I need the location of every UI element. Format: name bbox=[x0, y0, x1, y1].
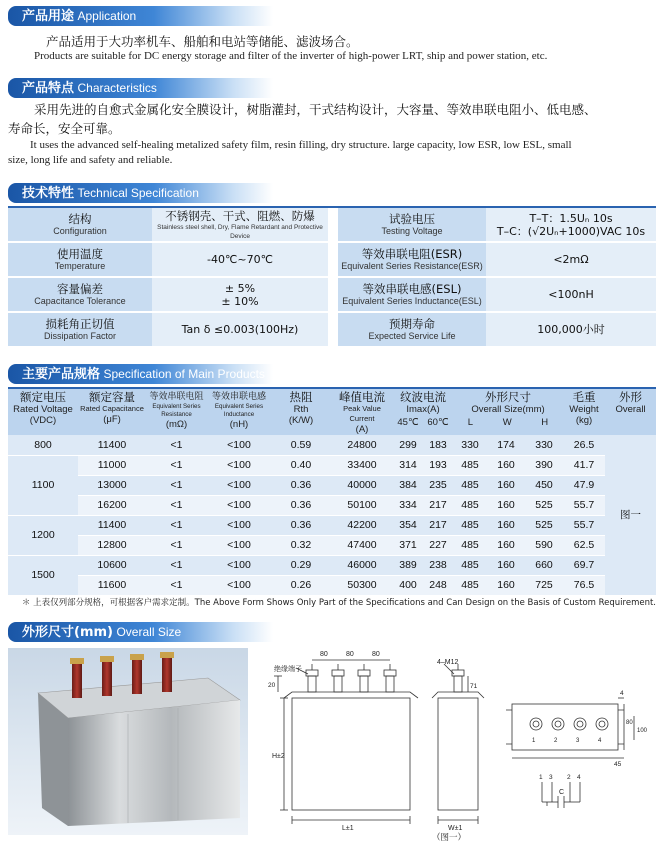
products-title-en: Specification of Main Products bbox=[103, 367, 265, 381]
table-cell: <100 bbox=[207, 435, 271, 455]
tech-label-zh: 等效串联电感(ESL) bbox=[362, 282, 462, 296]
voltage-cell: 1500 bbox=[8, 555, 78, 595]
tech-label-en: Dissipation Factor bbox=[43, 331, 117, 341]
tech-value: 100,000小时 bbox=[537, 323, 605, 336]
table-cell: 55.7 bbox=[563, 515, 605, 535]
label-80c: 80 bbox=[372, 651, 380, 658]
characteristics-text-zh-1: 采用先进的自愈式金属化安全膜设计，树脂灌封，干式结构设计，大容量、等效串联电阻小、低电感、 bbox=[34, 102, 597, 117]
tech-value: <2mΩ bbox=[553, 253, 589, 266]
table-cell: 0.29 bbox=[271, 555, 331, 575]
tech-label-temperature bbox=[8, 243, 152, 278]
label-80v: 80 bbox=[626, 720, 633, 726]
application-title-zh: 产品用途 bbox=[22, 9, 75, 24]
table-row bbox=[8, 435, 656, 455]
table-cell: 174 bbox=[487, 435, 525, 455]
table-cell: <100 bbox=[207, 575, 271, 595]
table-cell: 390 bbox=[525, 455, 563, 475]
table-cell: <100 bbox=[207, 555, 271, 575]
voltage-cell: 1200 bbox=[8, 515, 78, 555]
capacitor-photo-illustration bbox=[8, 648, 248, 835]
circuit-c: C bbox=[559, 789, 565, 796]
table-cell: 160 bbox=[487, 555, 525, 575]
circuit-3: 3 bbox=[549, 774, 553, 781]
tech-value: Tan δ ≤0.003(100Hz) bbox=[181, 323, 299, 336]
tech-label-dissipation bbox=[8, 313, 152, 348]
table-cell: 11400 bbox=[78, 515, 146, 535]
circuit-2: 2 bbox=[567, 774, 571, 781]
table-cell: 33400 bbox=[331, 455, 393, 475]
products-table bbox=[8, 387, 656, 596]
tech-value: <100nH bbox=[548, 288, 594, 301]
tech-label-esl bbox=[338, 278, 486, 313]
table-cell: 160 bbox=[487, 515, 525, 535]
table-cell: 160 bbox=[487, 575, 525, 595]
table-row bbox=[8, 495, 656, 515]
tech-label-zh: 试验电压 bbox=[389, 212, 435, 226]
tech-value-configuration bbox=[152, 208, 328, 243]
table-row bbox=[8, 475, 656, 495]
table-cell: 16200 bbox=[78, 495, 146, 515]
table-cell: 384 bbox=[393, 475, 423, 495]
table-cell: 450 bbox=[525, 475, 563, 495]
table-row bbox=[8, 575, 656, 595]
table-cell: <1 bbox=[146, 435, 207, 455]
table-cell: 0.59 bbox=[271, 435, 331, 455]
voltage-cell: 800 bbox=[8, 435, 78, 455]
header-rth: 热阻 Rth (K/W) bbox=[271, 389, 331, 435]
circuit-4: 4 bbox=[577, 774, 581, 781]
table-cell: 485 bbox=[453, 575, 487, 595]
table-cell: <1 bbox=[146, 455, 207, 475]
characteristics-title-zh: 产品特点 bbox=[22, 81, 75, 96]
table-cell: 330 bbox=[525, 435, 563, 455]
table-cell: <100 bbox=[207, 495, 271, 515]
tech-label-zh: 结构 bbox=[68, 212, 92, 226]
label-h: H±2 bbox=[272, 753, 285, 760]
tech-value-temperature bbox=[152, 243, 328, 278]
table-row bbox=[8, 455, 656, 475]
table-cell: 354 bbox=[393, 515, 423, 535]
label-80b: 80 bbox=[346, 651, 354, 658]
header-esr: 等效串联电阻 Equivalent Series Resistance (mΩ) bbox=[146, 389, 207, 435]
table-cell: <100 bbox=[207, 535, 271, 555]
table-row bbox=[8, 535, 656, 555]
tech-banner bbox=[8, 183, 273, 203]
product-photo bbox=[8, 648, 248, 835]
table-cell: <1 bbox=[146, 515, 207, 535]
tech-label-zh: 预期寿命 bbox=[389, 317, 435, 331]
tech-title-en: Technical Specification bbox=[77, 186, 199, 200]
label-l: L±1 bbox=[342, 825, 354, 832]
terminal-2: 2 bbox=[554, 738, 558, 744]
overall-size-banner bbox=[8, 622, 273, 642]
header-overall: 外形 Overall bbox=[605, 389, 656, 435]
label-m12: 4–M12 bbox=[437, 659, 459, 666]
table-cell: 160 bbox=[487, 475, 525, 495]
table-row bbox=[8, 555, 656, 575]
table-cell: 47400 bbox=[331, 535, 393, 555]
tech-value-tolerance bbox=[152, 278, 328, 313]
table-cell: 12800 bbox=[78, 535, 146, 555]
figure-cell: 图一 bbox=[605, 435, 656, 595]
application-text-zh: 产品适用于大功率机车、船舶和电站等储能、滤波场合。 bbox=[46, 34, 359, 49]
label-4: 4 bbox=[620, 690, 624, 697]
table-cell: 660 bbox=[525, 555, 563, 575]
table-cell: 0.36 bbox=[271, 515, 331, 535]
table-cell: <100 bbox=[207, 475, 271, 495]
tech-label-en: Configuration bbox=[53, 226, 107, 236]
table-cell: 485 bbox=[453, 555, 487, 575]
table-cell: 183 bbox=[423, 435, 453, 455]
tech-value: T–C：(√2Uₙ+1000)VAC 10s bbox=[496, 224, 646, 238]
table-cell: 50100 bbox=[331, 495, 393, 515]
table-cell: 334 bbox=[393, 495, 423, 515]
table-cell: 160 bbox=[487, 495, 525, 515]
table-cell: 47.9 bbox=[563, 475, 605, 495]
tech-value-en: Stainless steel shell, Dry, Flame Retardant and Protective Device bbox=[157, 223, 323, 240]
tech-label-en: Capacitance Tolerance bbox=[34, 296, 126, 306]
table-cell: 0.36 bbox=[271, 475, 331, 495]
tech-label-zh: 损耗角正切值 bbox=[45, 317, 115, 331]
table-cell: <1 bbox=[146, 535, 207, 555]
label-100: 100 bbox=[637, 728, 648, 734]
tech-value-testing-voltage bbox=[486, 208, 656, 243]
header-voltage: 额定电压 Rated Voltage (VDC) bbox=[8, 389, 78, 435]
tech-label-configuration bbox=[8, 208, 152, 243]
table-cell: 485 bbox=[453, 515, 487, 535]
table-cell: 24800 bbox=[331, 435, 393, 455]
tech-label-en: Temperature bbox=[54, 261, 106, 271]
table-cell: 217 bbox=[423, 515, 453, 535]
table-cell: 46000 bbox=[331, 555, 393, 575]
tech-value-esr bbox=[486, 243, 656, 278]
table-cell: 217 bbox=[423, 495, 453, 515]
front-view-drawing bbox=[274, 660, 418, 824]
table-cell: 248 bbox=[423, 575, 453, 595]
application-banner bbox=[8, 6, 273, 26]
tech-value: -40℃~70℃ bbox=[207, 253, 273, 266]
voltage-cell: 1100 bbox=[8, 455, 78, 515]
header-ripple-60: 60℃ bbox=[427, 417, 449, 428]
circuit-1: 1 bbox=[539, 774, 543, 781]
table-cell: 525 bbox=[525, 495, 563, 515]
table-cell: 314 bbox=[393, 455, 423, 475]
table-cell: 485 bbox=[453, 475, 487, 495]
table-cell: <1 bbox=[146, 575, 207, 595]
table-cell: 0.36 bbox=[271, 495, 331, 515]
table-cell: 69.7 bbox=[563, 555, 605, 575]
table-cell: <1 bbox=[146, 475, 207, 495]
tech-value: T–T：1.5Uₙ 10s bbox=[529, 211, 613, 225]
table-cell: 42200 bbox=[331, 515, 393, 535]
overall-size-title-en: Overall Size bbox=[116, 625, 182, 639]
header-ripple-45: 45℃ bbox=[397, 417, 419, 428]
table-cell: <1 bbox=[146, 495, 207, 515]
products-banner bbox=[8, 364, 273, 384]
table-cell: 389 bbox=[393, 555, 423, 575]
table-cell: 330 bbox=[453, 435, 487, 455]
header-size-l: L bbox=[467, 417, 474, 428]
label-80a: 80 bbox=[320, 651, 328, 658]
table-cell: 160 bbox=[487, 455, 525, 475]
table-cell: 0.32 bbox=[271, 535, 331, 555]
header-weight: 毛重 Weight (kg) bbox=[563, 389, 605, 435]
tech-value-esl bbox=[486, 278, 656, 313]
table-cell: 485 bbox=[453, 495, 487, 515]
tech-value: ± 10% bbox=[221, 294, 259, 308]
header-esl: 等效串联电感 Equivalent Series Inductance (nH) bbox=[207, 389, 271, 435]
characteristics-title-en: Characteristics bbox=[77, 81, 157, 95]
header-size-w: W bbox=[502, 417, 512, 428]
characteristics-text-zh-2: 寿命长，安全可靠。 bbox=[8, 121, 121, 136]
products-note: ＊ 上表仅列部分规格，可根据客户需求定制。The Above Form Shows Only Part of the Specifications and Can Design on the Basis of Custom Requirement. bbox=[21, 598, 656, 608]
products-title-zh: 主要产品规格 bbox=[22, 367, 101, 382]
figure-caption: （图一） bbox=[432, 833, 467, 843]
table-cell: <100 bbox=[207, 455, 271, 475]
header-capacitance: 额定容量 Rated Capacitance (μF) bbox=[78, 389, 146, 435]
tech-label-en: Equivalent Series Inductance(ESL) bbox=[342, 296, 482, 306]
tech-label-life bbox=[338, 313, 486, 348]
overall-size-title-zh: 外形尺寸(mm) bbox=[22, 625, 113, 640]
table-cell: 41.7 bbox=[563, 455, 605, 475]
table-cell: 371 bbox=[393, 535, 423, 555]
label-20: 20 bbox=[268, 682, 276, 689]
terminal-1: 1 bbox=[532, 738, 536, 744]
header-size: 外形尺寸 Overall Size(mm) L W H bbox=[453, 389, 563, 435]
table-cell: 238 bbox=[423, 555, 453, 575]
table-cell: 11600 bbox=[78, 575, 146, 595]
tech-label-esr bbox=[338, 243, 486, 278]
table-cell: 40000 bbox=[331, 475, 393, 495]
header-peak-current: 峰值电流 Peak Value Current (A) bbox=[331, 389, 393, 435]
tech-label-testing-voltage bbox=[338, 208, 486, 243]
table-cell: 55.7 bbox=[563, 495, 605, 515]
application-text-en: Products are suitable for DC energy storage and filter of the inverter of high-power LRT, ship and power station, etc. bbox=[34, 50, 548, 62]
terminal-4: 4 bbox=[598, 738, 602, 744]
table-cell: 193 bbox=[423, 455, 453, 475]
header-size-h: H bbox=[541, 417, 549, 428]
label-insulator: 绝缘端子 bbox=[274, 666, 302, 673]
header-ripple: 纹波电流 Imax(A) 45℃ 60℃ bbox=[393, 389, 453, 435]
table-cell: <1 bbox=[146, 555, 207, 575]
table-cell: 235 bbox=[423, 475, 453, 495]
overall-size-drawings bbox=[262, 640, 660, 845]
table-cell: 76.5 bbox=[563, 575, 605, 595]
top-view-drawing bbox=[506, 698, 634, 758]
table-cell: <100 bbox=[207, 515, 271, 535]
table-cell: 50300 bbox=[331, 575, 393, 595]
table-cell: 26.5 bbox=[563, 435, 605, 455]
tech-value-life bbox=[486, 313, 656, 348]
tech-label-tolerance bbox=[8, 278, 152, 313]
table-cell: 485 bbox=[453, 535, 487, 555]
table-cell: 11000 bbox=[78, 455, 146, 475]
tech-value-zh: 不锈钢壳、干式、阻燃、防爆 bbox=[165, 208, 315, 223]
table-cell: 400 bbox=[393, 575, 423, 595]
table-cell: 160 bbox=[487, 535, 525, 555]
table-cell: 227 bbox=[423, 535, 453, 555]
terminal-3: 3 bbox=[576, 738, 580, 744]
characteristics-text-en-2: size, long life and safety and reliable. bbox=[8, 154, 173, 166]
table-cell: 13000 bbox=[78, 475, 146, 495]
characteristics-text-en-1: It uses the advanced self-healing metalized safety film, resin filling, dry structure. large capacity, low ESR, low ESL, small bbox=[30, 139, 572, 151]
tech-label-zh: 容量偏差 bbox=[57, 282, 103, 296]
tech-label-zh: 使用温度 bbox=[57, 247, 103, 261]
tech-label-en: Testing Voltage bbox=[381, 226, 443, 236]
table-cell: 525 bbox=[525, 515, 563, 535]
application-title-en: Application bbox=[77, 9, 137, 23]
table-cell: 590 bbox=[525, 535, 563, 555]
label-71: 71 bbox=[470, 683, 478, 690]
table-row bbox=[8, 515, 656, 535]
tech-spec-table bbox=[8, 206, 656, 348]
characteristics-banner bbox=[8, 78, 273, 98]
tech-label-en: Expected Service Life bbox=[368, 331, 456, 341]
tech-label-en: Equivalent Series Resistance(ESR) bbox=[341, 261, 483, 271]
tech-label-zh: 等效串联电阻(ESR) bbox=[361, 247, 463, 261]
table-cell: 62.5 bbox=[563, 535, 605, 555]
table-cell: 725 bbox=[525, 575, 563, 595]
tech-title-zh: 技术特性 bbox=[22, 186, 75, 201]
tech-value-dissipation bbox=[152, 313, 328, 348]
table-cell: 0.26 bbox=[271, 575, 331, 595]
table-cell: 10600 bbox=[78, 555, 146, 575]
label-w: W±1 bbox=[448, 825, 463, 832]
tech-value: ± 5% bbox=[224, 281, 256, 295]
table-cell: 11400 bbox=[78, 435, 146, 455]
table-cell: 0.40 bbox=[271, 455, 331, 475]
label-45: 45 bbox=[614, 761, 622, 768]
table-cell: 485 bbox=[453, 455, 487, 475]
table-cell: 299 bbox=[393, 435, 423, 455]
